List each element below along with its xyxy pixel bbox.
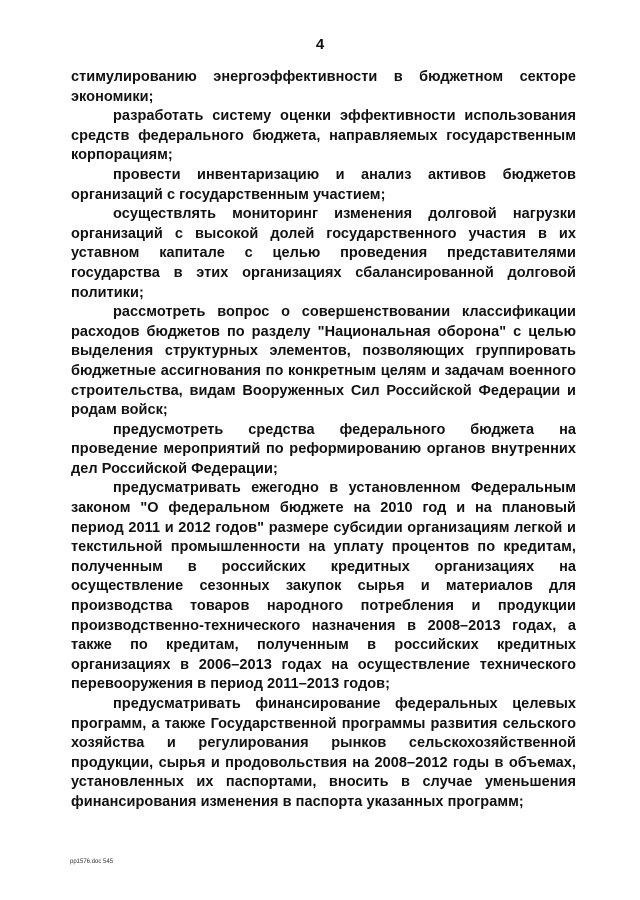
paragraph-6: предусмотреть средства федерального бюджета на проведение мероприятий по реформированию органов внутренних дел Российской Федерации;	[71, 421, 576, 477]
paragraph-4: осуществлять мониторинг изменения долговой нагрузки организаций с высокой долей государственного участия в их уставном капитале с целью проведения представителями государства в этих организациях сбалансированной долговой политики;	[71, 206, 576, 301]
footer-file-label: pp1576.doc 545	[70, 859, 114, 865]
paragraph-2: разработать систему оценки эффективности использования средств федерального бюджета, направляемых государственным корпорациям;	[71, 108, 576, 164]
paragraph-8: предусматривать финансирование федеральных целевых программ, а также Государственной программы развития сельского хозяйства и регулирования рынков сельскохозяйственной продукции, сырья и продовольствия на 2008–2012 годы в объемах, установленных их паспортами, вносить в случае уменьшения финансирования изменения в паспорта указанных программ;	[71, 696, 576, 810]
paragraph-3: провести инвентаризацию и анализ активов бюджетов организаций с государственным участием;	[71, 166, 576, 203]
paragraph-1: стимулированию энергоэффективности в бюджетном секторе экономики;	[71, 69, 576, 105]
page-number: 4	[315, 36, 325, 53]
document-body	[71, 68, 576, 813]
paragraph-5: рассмотреть вопрос о совершенствовании классификации расходов бюджетов по разделу "Национальная оборона" с целью выделения структурных элементов, позволяющих группировать бюджетные ассигнования по конкретным целям и задачам военного строительства, видам Вооруженных Сил Российской Федерации и родам войск;	[71, 304, 576, 419]
paragraph-7: предусматривать ежегодно в установленном Федеральным законом "О федеральном бюджете на 2010 год и на плановый период 2011 и 2012 годов" размере субсидии организациям легкой и текстильной промышленности на уплату процентов по кредитам, полученным в российских кредитных организациях на осуществление сезонных закупок сырья и материалов для производства товаров народного потребления и продукции производственно-технического назначения в 2008–2013 годах, а также по кредитам, полученным в российских кредитных организациях в 2006–2013 годах на осуществление технического перевооружения в период 2011–2013 годов;	[71, 480, 576, 693]
